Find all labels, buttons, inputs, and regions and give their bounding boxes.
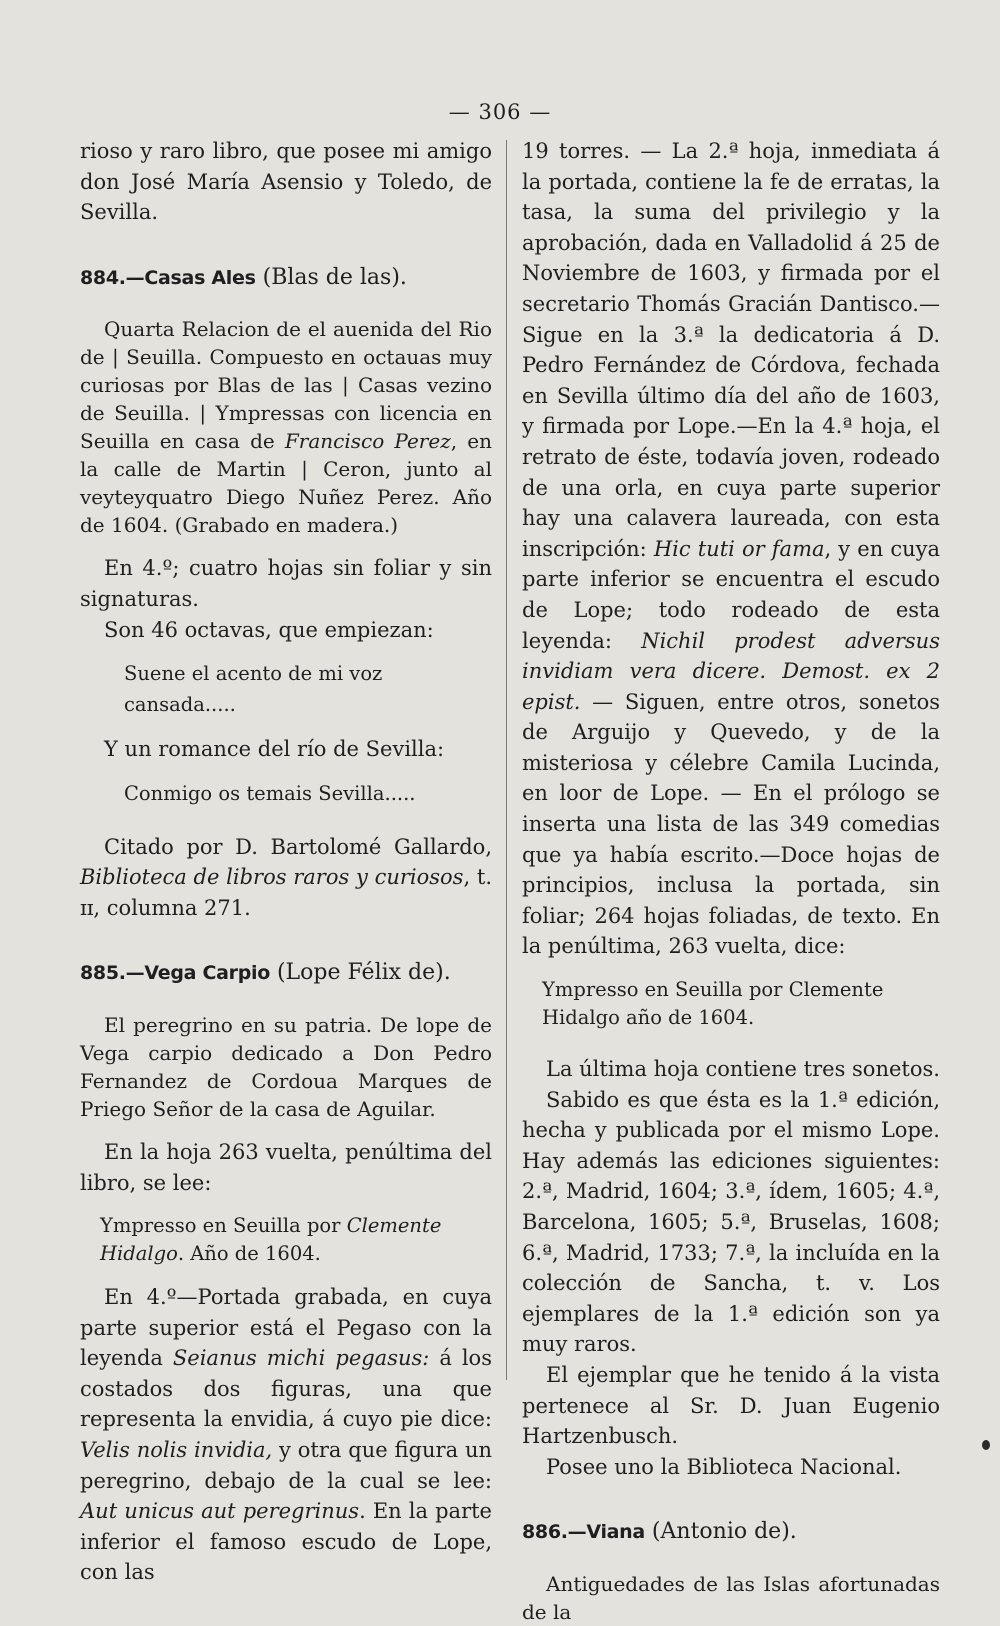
entry-884-verse-1: Suene el acento de mi voz cansada..... [124,662,383,716]
entry-884-author: (Blas de las). [255,264,407,290]
legend-quote: Nichil prodest adversus invidiam vera dicere. Demost. ex 2 epist. [522,628,940,714]
entry-884-format: En 4.º; cuatro hojas sin foliar y sin signaturas. [80,556,492,611]
page-number: — 306 — [448,100,552,124]
record-text-end: , en la calle de Martin | Ceron, junto al veyteyquatro Diego Nuñez Perez. Año de 1604. (Grabado en madera.) [80,429,492,538]
entry-885-description [80,1282,492,1588]
column-divider [506,140,507,1380]
record-text: Quarta Relacion de el auenida del Rio de | Seuilla. Compuesto en octauas muy curiosas por Blas de las | Casas vezino de Seuilla. | Ympressas con licencia en Seuilla en casa de [80,317,492,454]
library-paragraph: Posee uno la Biblioteca Nacional. [546,1454,902,1479]
entry-884-romance: Y un romance del río de Sevilla: [104,737,445,762]
entry-884-verse-2: Conmigo os temais Sevilla..... [124,781,416,805]
entry-884-citation [80,832,492,924]
entry-884-record [80,315,492,539]
entry-885-author: (Lope Félix de). [269,960,451,986]
citation-text: Citado por D. Bartolomé Gallardo, [104,834,492,859]
entry-886-author: (Antonio de). [644,1519,797,1545]
inscription: Hic tuti or fama [653,536,825,561]
entry-885-number: 885.—Vega Carpio [80,962,270,985]
desc-text-4: . En la parte inferior el famoso escudo de Lope, con las [80,1499,492,1585]
entry-885-continuation [522,136,940,962]
record-printer: Francisco Perez [284,429,451,454]
continuation-text-2: , y en cuya parte inferior se encuentra el escudo de Lope; todo rodeado de esta leyenda: [522,536,941,653]
ink-spot [982,1440,990,1450]
continuation-text-1: 19 torres. — La 2.ª hoja, inmediata á la portada, contiene la fe de erratas, la tasa, la suma del privilegio y la aprobación, dada en Valladolid á 25 de Noviembre de 1603, y firmada por el secretario Thomás Gracián Dantisco.—Sigue en la 3.ª la dedicatoria á D. Pedro Fernández de Córdova, fechada en Sevilla último día del año de 1603, y firmada por Lope.—En la 4.ª hoja, el retrato de éste, todavía joven, rodeado de una orla, en cuya parte superior hay una calavera laureada, con esta inscripción: [522,139,940,561]
right-column [522,136,940,1626]
citation-end: , t. ɪɪ, columna 271. [80,865,492,920]
entry-886-number: 886.—Viana [522,1521,645,1544]
entry-886-heading [522,1516,940,1548]
continued-paragraph: rioso y raro libro, que posee mi amigo don José María Asensio y Toledo, de Sevilla. [80,139,492,225]
desc-text-3: y otra que figura un peregrino, debajo de la cual se lee: [80,1438,493,1493]
entry-884-number: 884.—Casas Ales [80,266,256,289]
entry-885-heading [80,957,492,989]
copy-owner-paragraph: El ejemplar que he tenido á la vista pertenece al Sr. D. Juan Eugenio Hartzenbusch. [522,1362,940,1449]
colophon-end: . Año de 1604. [177,1242,321,1266]
entry-885-colophon [80,1212,492,1268]
entry-886-record: Antiguedades de las Islas afortunadas de la [522,1571,940,1624]
last-leaf-note: La última hoja contiene tres sonetos. [546,1057,940,1082]
desc-text-1: En 4.º—Portada grabada, en cuya parte superior está el Pegaso con la leyenda [80,1285,492,1371]
desc-motto-2: Velis nolis invidia, [80,1438,273,1463]
editions-paragraph: Sabido es que ésta es la 1.ª edición, hecha y publicada por el mismo Lope. Hay además las ediciones siguientes: 2.ª, Madrid, 1604; 3.ª, ídem, 1605; 4.ª, Barcelona, 1605; 5.ª, Bruselas, 1608; 6.ª, Madrid, 1733; 7.ª, la incluída en la colección de Sancha, t. v. Los ejemplares de la 1.ª edición son ya muy raros. [522,1087,940,1357]
colophon-text: Ympresso en Seuilla por [100,1214,347,1238]
desc-motto-3: Aut unicus aut peregrinus [80,1499,360,1524]
left-column [80,136,492,1588]
entry-884-octavas: Son 46 octavas, que empiezan: [104,617,434,642]
desc-motto-1: Seianus michi pegasus: [172,1346,430,1371]
citation-title: Biblioteca de libros raros y curiosos [80,865,464,890]
continuation-text-3: — Siguen, entre otros, sonetos de Arguijo y Quevedo, y de la misteriosa y célebre Camila Lucinda, en loor de Lope. — En el prólogo se inserta una lista de las 349 comedias que ya había escrito.—Doce hojas de principios, inclusa la portada, sin foliar; 264 hojas foliadas, de texto. En la penúltima, 263 vuelta, dice: [522,689,940,959]
desc-text-2: á los costados dos figuras, una que representa la envidia, á cuyo pie dice: [80,1346,492,1432]
right-colophon: Ympresso en Seuilla por Clemente Hidalgo año de 1604. [542,978,884,1030]
colophon-printer: Clemente Hidalgo [100,1214,442,1266]
entry-885-note: En la hoja 263 vuelta, penúltima del libro, se lee: [80,1139,492,1195]
entry-885-record: El peregrino en su patria. De lope de Vega carpio dedicado a Don Pedro Fernandez de Cordoua Marques de Priego Señor de la casa de Aguilar. [80,1012,492,1121]
entry-884-heading [80,262,492,294]
